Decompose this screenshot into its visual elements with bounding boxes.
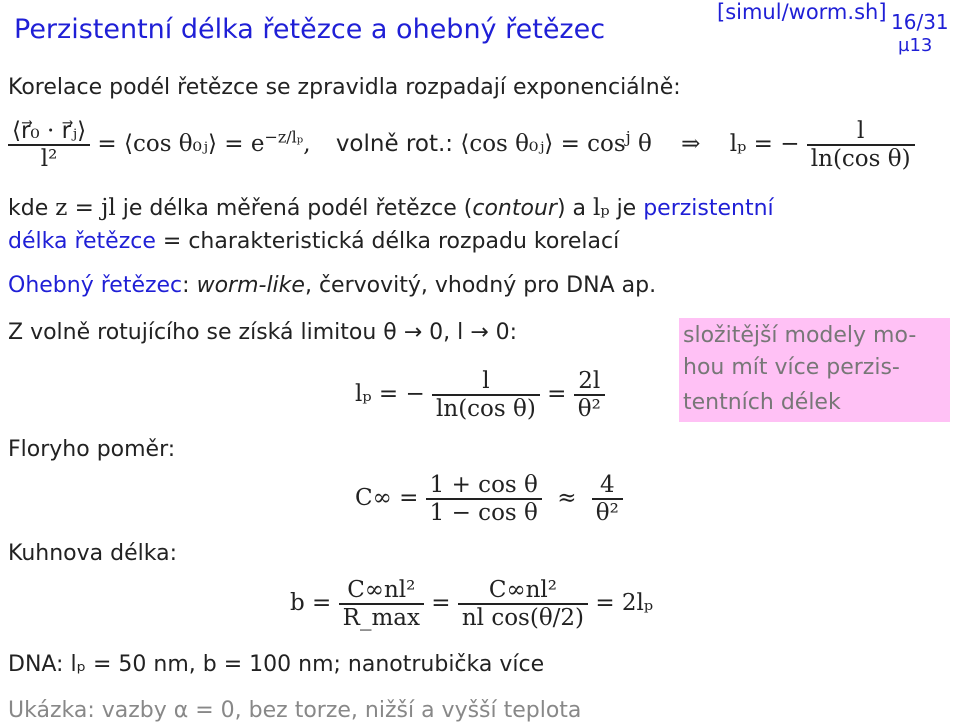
demo-link[interactable]: Ukázka: vazby α = 0, bez torze, nižší a vyšší teplota	[8, 698, 582, 723]
lp-fraction: $\frac{l}{\text{ln(cos θ)}}$	[807, 118, 915, 172]
equation-persistence: lₚ = − $\frac{l}{\text{ln(cos θ)}}$ = $\frac{2l}{\text{θ²}}$	[355, 368, 605, 422]
term-persistent: perzistentní	[643, 196, 774, 221]
limit-text: Z volně rotujícího se získá limitou θ → 0, l → 0:	[8, 320, 518, 345]
slide-title: Perzistentní délka řetězce a ohebný řetězec	[14, 14, 606, 45]
intro-text: Korelace podél řetězce se zpravidla rozpadají exponenciálně:	[8, 75, 681, 100]
flory-label: Floryho poměr:	[8, 437, 176, 462]
definition-line-1: kde z = jl je délka měřená podél řetězce (contour) a lₚ je perzistentní	[8, 195, 774, 221]
equation-kuhn: b = $\frac{\text{C∞nl²}}{R\_\max}$ = $\frac{\text{C∞nl²}}{\text{nl cos(θ/2)}}$ = 2lₚ	[290, 577, 654, 631]
sub-page-label: µ13	[898, 35, 933, 56]
kuhn-label: Kuhnova délka:	[8, 541, 177, 566]
page-number: 16/31	[891, 10, 949, 34]
note-line-3: tentních délek	[683, 390, 841, 415]
flexible-chain-line: Ohebný řetězec: worm-like, červovitý, vhodný pro DNA ap.	[8, 273, 657, 298]
term-chain-length: délka řetězce	[8, 229, 156, 254]
definition-line-2: délka řetězce = charakteristická délka rozpadu korelací	[8, 229, 620, 254]
source-link[interactable]: [simul/worm.sh]	[717, 0, 887, 24]
note-line-2: hou mít více perzis-	[683, 355, 900, 380]
corr-fraction: $\frac{\text{⟨r⃗₀ · r⃗ⱼ⟩}}{\text{l²}}$	[8, 118, 90, 172]
equation-flory: C∞ = $\frac{\text{1 + cos θ}}{\text{1 − cos θ}}$ ≈ $\frac{4}{\text{θ²}}$	[355, 472, 623, 526]
note-line-1: složitější modely mo-	[683, 323, 917, 348]
implies-arrow: ⇒	[681, 131, 701, 157]
dna-line: DNA: lₚ = 50 nm, b = 100 nm; nanotrubička více	[8, 652, 545, 677]
equation-correlation: $\frac{\text{⟨r⃗₀ · r⃗ⱼ⟩}}{\text{l²}}$ = ⟨cos θ₀ⱼ⟩ = $e^{-z/l_p}$, volně rot.: ⟨cos θ₀ⱼ⟩ = $\cos^j \theta$ ⇒ lₚ = − $\frac{l}{\text{ln(cos θ)}}$	[8, 118, 915, 172]
